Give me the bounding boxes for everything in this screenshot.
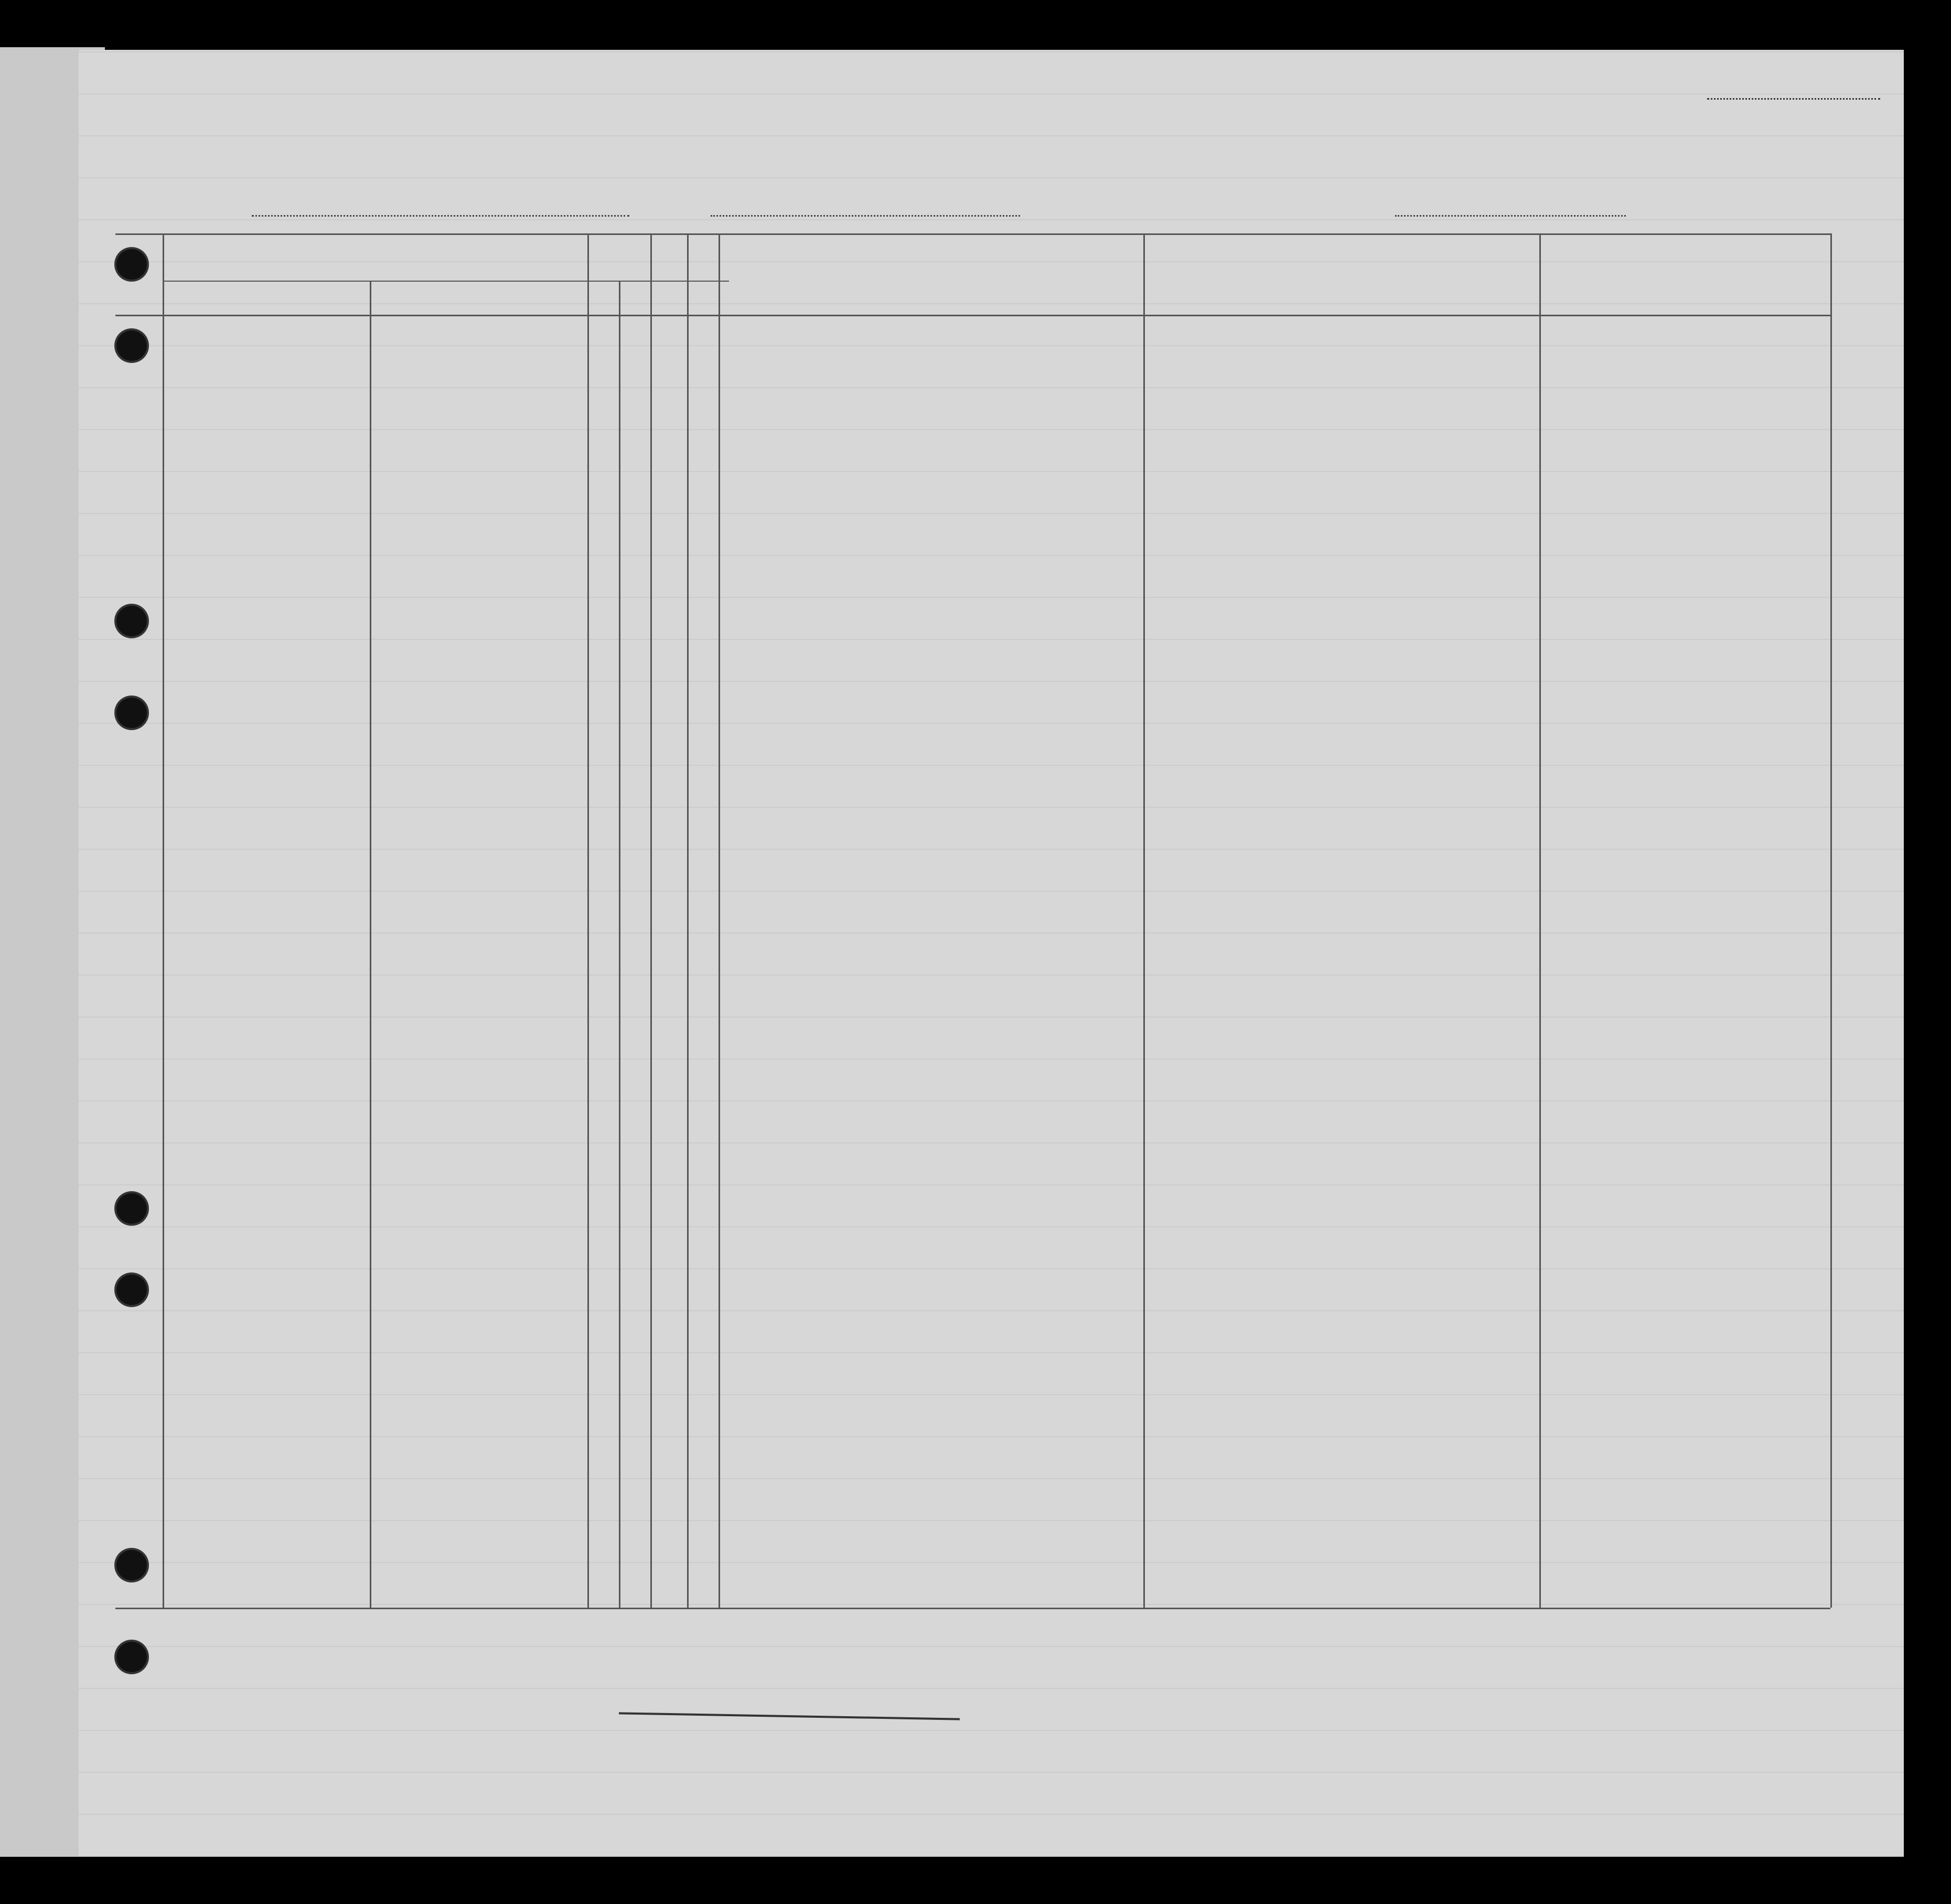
- punch-hole: [116, 1275, 147, 1305]
- punch-hole: [116, 249, 147, 280]
- punch-hole: [116, 1193, 147, 1224]
- punch-hole: [116, 698, 147, 728]
- punch-hole: [116, 1550, 147, 1580]
- manifest-table: [79, 50, 1904, 1857]
- manifest-sheet: [79, 50, 1904, 1857]
- punch-hole: [116, 330, 147, 361]
- punch-hole: [116, 1642, 147, 1672]
- punch-hole: [116, 606, 147, 636]
